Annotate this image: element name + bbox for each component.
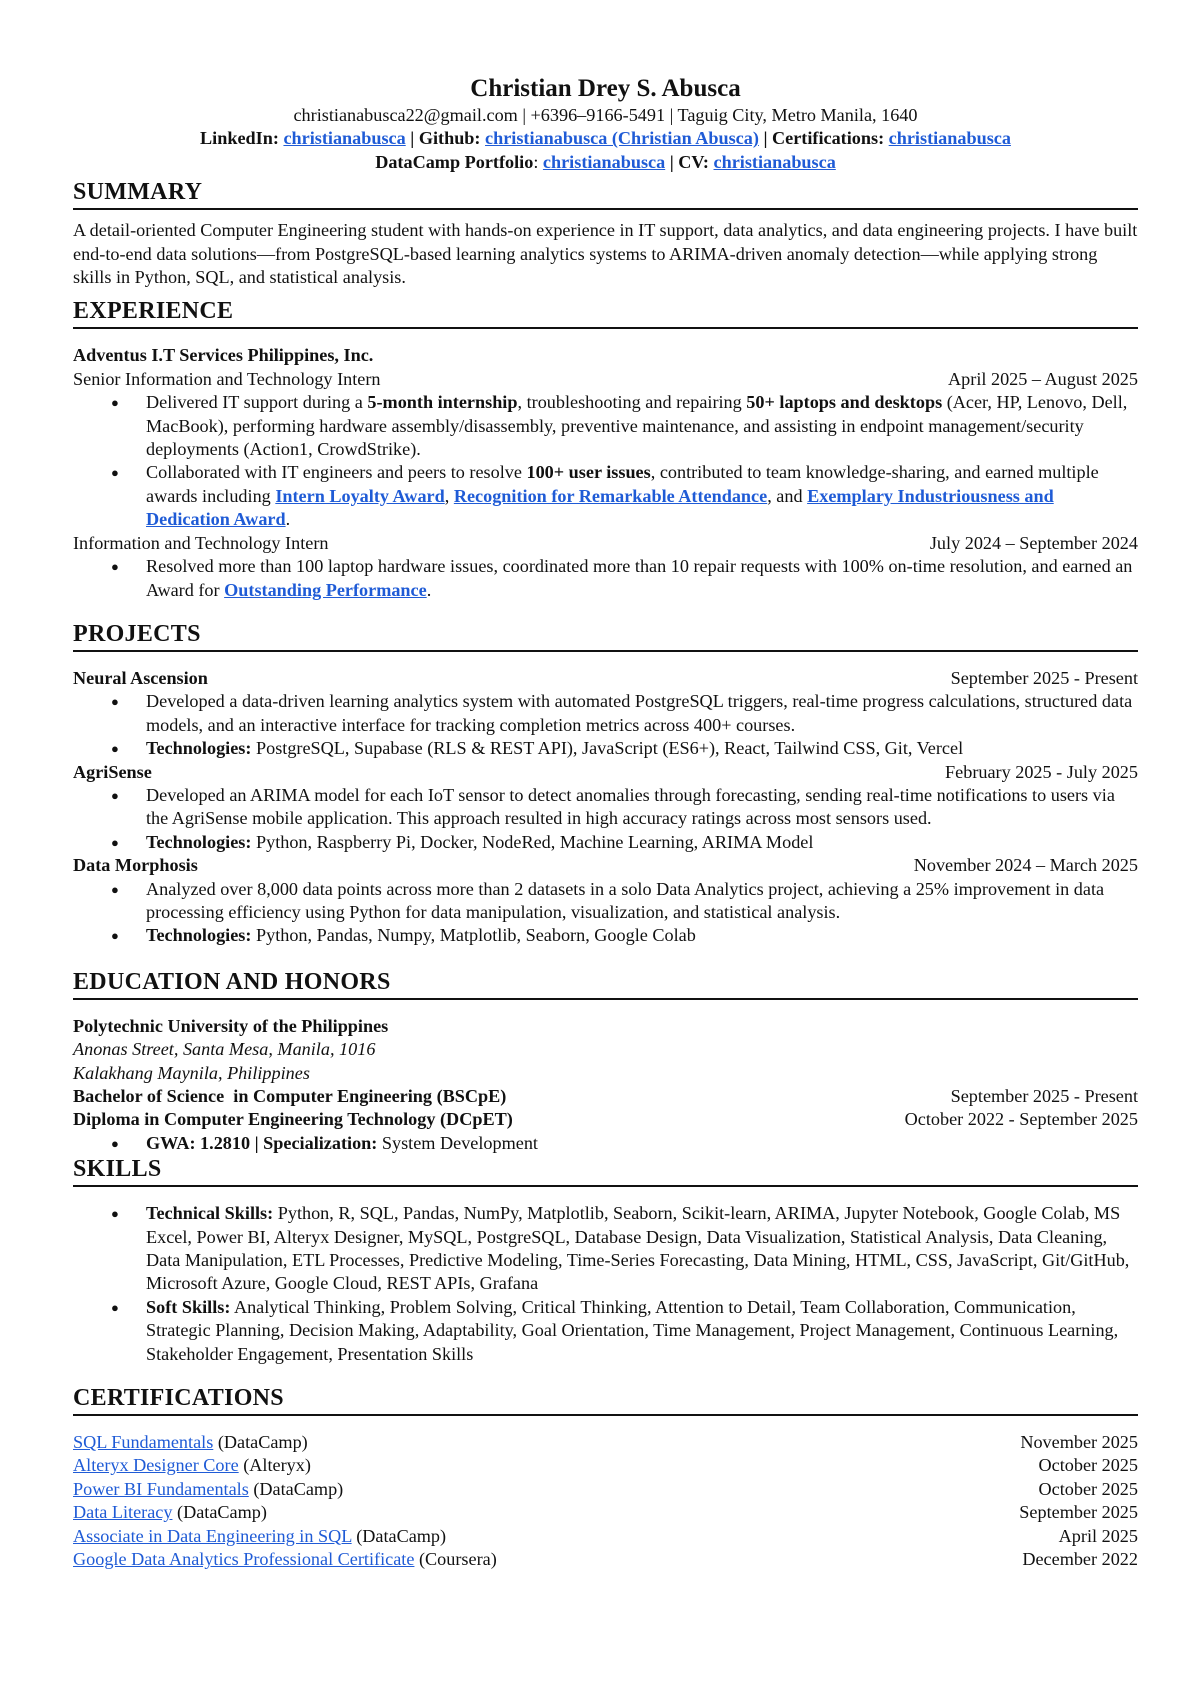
candidate-name: Christian Drey S. Abusca bbox=[470, 75, 741, 102]
cv-link[interactable]: christianabusca bbox=[713, 151, 836, 172]
bullet-item: ● Developed an ARIMA model for each IoT sensor to detect anomalies through forecasting, sending real-time notifications to users via the AgriSense mobile application. This approach resulted in high accuracy ratings across most sensors used. bbox=[73, 784, 1138, 831]
cv-label: | CV: bbox=[669, 151, 709, 172]
bullet-item: ● Resolved more than 100 laptop hardware issues, coordinated more than 10 repair requests with 100% on-time resolution, and earned an Award for Outstanding Performance. bbox=[73, 555, 1138, 602]
project-dates: September 2025 - Present bbox=[950, 667, 1138, 688]
certification-row: Associate in Data Engineering in SQL (DataCamp) April 2025 bbox=[73, 1525, 1138, 1548]
award-link-loyalty[interactable]: Intern Loyalty Award bbox=[275, 485, 445, 506]
github-label: | Github: bbox=[410, 128, 481, 149]
role-bullets bbox=[73, 555, 1138, 602]
bullet-item: ● Developed a data-driven learning analytics system with automated PostgreSQL triggers, real-time progress calculations, structured data models, and an interactive interface for tracking completion metrics across 400+ courses. bbox=[73, 690, 1138, 737]
role-dates: July 2024 – September 2024 bbox=[929, 532, 1138, 553]
profile-links bbox=[73, 127, 1138, 150]
role-dates: April 2025 – August 2025 bbox=[948, 368, 1138, 389]
skills-bullets bbox=[73, 1202, 1138, 1366]
projects-heading: PROJECTS bbox=[73, 620, 1138, 652]
project-name: AgriSense bbox=[73, 761, 152, 782]
role-bullets bbox=[73, 391, 1138, 531]
summary-text: A detail-oriented Computer Engineering student with hands-on experience in IT support, data analytics, and data engineering projects. I have built end-to-end data solutions—from PostgreSQL-based learning analytics systems to ARIMA-driven anomaly detection—while applying strong skills in Python, SQL, and statistical analysis. bbox=[73, 220, 1138, 288]
certifications-link[interactable]: christianabusca bbox=[888, 128, 1011, 149]
certification-date: December 2022 bbox=[1022, 1549, 1138, 1570]
certification-date: April 2025 bbox=[1058, 1525, 1138, 1546]
role-title: Senior Information and Technology Intern bbox=[73, 368, 381, 389]
contact-line: christianabusca22@gmail.com | +6396–9166-5491 | Taguig City, Metro Manila, 1640 bbox=[293, 105, 918, 125]
project-row bbox=[73, 761, 1138, 784]
school-address: Anonas Street, Santa Mesa, Manila, 1016 bbox=[73, 1039, 376, 1060]
certification-date: September 2025 bbox=[1019, 1502, 1138, 1523]
school-address: Kalakhang Maynila, Philippines bbox=[73, 1062, 310, 1083]
bullet-item: ● Soft Skills: Analytical Thinking, Problem Solving, Critical Thinking, Attention to Detail, Team Collaboration, Communication, Strategic Planning, Decision Making, Adaptability, Goal Orientation, Time Management, Project Management, Continuous Learning, Stakeholder Engagement, Presentation Skills bbox=[73, 1296, 1138, 1366]
degree-dates: October 2022 - September 2025 bbox=[904, 1109, 1138, 1130]
certification-link[interactable]: Data Literacy bbox=[73, 1502, 173, 1523]
certification-link[interactable]: Power BI Fundamentals bbox=[73, 1478, 249, 1499]
school-name: Polytechnic University of the Philippines bbox=[73, 1015, 389, 1036]
project-bullets bbox=[73, 878, 1138, 948]
github-link[interactable]: christianabusca (Christian Abusca) bbox=[485, 128, 759, 149]
linkedin-link[interactable]: christianabusca bbox=[283, 128, 406, 149]
bullet-item: ● Technologies: Python, Raspberry Pi, Docker, NodeRed, Machine Learning, ARIMA Model bbox=[73, 831, 1138, 854]
education-heading: EDUCATION AND HONORS bbox=[73, 968, 1138, 1000]
degree-dates: September 2025 - Present bbox=[950, 1086, 1138, 1106]
project-name: Data Morphosis bbox=[73, 855, 198, 876]
certification-row: Google Data Analytics Professional Certificate (Coursera) December 2022 bbox=[73, 1548, 1138, 1571]
bullet-item: ● GWA: 1.2810 | Specialization: System Development bbox=[73, 1132, 1138, 1155]
linkedin-label: LinkedIn: bbox=[200, 128, 279, 149]
award-link-outstanding[interactable]: Outstanding Performance bbox=[224, 579, 427, 600]
summary-heading: SUMMARY bbox=[73, 178, 1138, 210]
award-link-exemplary[interactable]: Exemplary Industriousness and Dedication Award bbox=[146, 485, 1054, 530]
experience-heading: EXPERIENCE bbox=[73, 297, 1138, 329]
certification-link[interactable]: SQL Fundamentals bbox=[73, 1432, 214, 1453]
skills-heading: SKILLS bbox=[73, 1155, 1138, 1187]
bullet-item: ● Technical Skills: Python, R, SQL, Pandas, NumPy, Matplotlib, Seaborn, Scikit-learn, ARIMA, Jupyter Notebook, Google Colab, MS Excel, Power BI, Alteryx Designer, MySQL, PostgreSQL, Database Design, Data Visualization, Statistical Analysis, Data Cleaning, Data Manipulation, ETL Processes, Predictive Modeling, Time-Series Forecasting, Data Mining, HTML, CSS, JavaScript, Git/GitHub, Microsoft Azure, Google Cloud, REST APIs, Grafana bbox=[73, 1202, 1138, 1296]
education-bullets bbox=[73, 1132, 1138, 1155]
portfolio-links bbox=[73, 151, 1138, 174]
role-row bbox=[73, 532, 1138, 555]
certification-date: November 2025 bbox=[1020, 1432, 1138, 1453]
project-dates: November 2024 – March 2025 bbox=[913, 855, 1138, 876]
project-bullets bbox=[73, 690, 1138, 760]
datacamp-label: DataCamp Portfolio bbox=[375, 151, 534, 172]
certification-row: Alteryx Designer Core (Alteryx) October 2025 bbox=[73, 1454, 1138, 1477]
project-row bbox=[73, 854, 1138, 877]
certification-link[interactable]: Associate in Data Engineering in SQL bbox=[73, 1525, 352, 1546]
company-name: Adventus I.T Services Philippines, Inc. bbox=[73, 345, 374, 366]
certifications-label: | Certifications: bbox=[763, 128, 885, 149]
certification-row: SQL Fundamentals (DataCamp) November 2025 bbox=[73, 1431, 1138, 1454]
project-bullets bbox=[73, 784, 1138, 854]
certification-date: October 2025 bbox=[1038, 1455, 1138, 1476]
degree-name: Diploma in Computer Engineering Technology (DCpET) bbox=[73, 1109, 513, 1130]
role-title: Information and Technology Intern bbox=[73, 532, 329, 553]
bullet-item: ● Delivered IT support during a 5-month internship, troubleshooting and repairing 50+ laptops and desktops (Acer, HP, Lenovo, Dell, MacBook), performing hardware assembly/disassembly, preventive maintenance, and assisting in endpoint management/security deployments (Action1, CrowdStrike). bbox=[73, 391, 1138, 461]
project-row bbox=[73, 667, 1138, 690]
certification-link[interactable]: Google Data Analytics Professional Certificate bbox=[73, 1549, 415, 1570]
project-dates: February 2025 - July 2025 bbox=[945, 761, 1138, 782]
role-row bbox=[73, 368, 1138, 391]
degree-row bbox=[73, 1108, 1138, 1131]
project-name: Neural Ascension bbox=[73, 667, 208, 688]
bullet-item: ● Technologies: PostgreSQL, Supabase (RLS & REST API), JavaScript (ES6+), React, Tailwind CSS, Git, Vercel bbox=[73, 737, 1138, 760]
certification-date: October 2025 bbox=[1038, 1478, 1138, 1499]
certifications-list bbox=[73, 1431, 1138, 1571]
datacamp-colon: : bbox=[533, 151, 539, 172]
bullet-item: ● Analyzed over 8,000 data points across more than 2 datasets in a solo Data Analytics project, achieving a 25% improvement in data processing efficiency using Python for data manipulation, visualization, and statistical analysis. bbox=[73, 878, 1138, 925]
certification-link[interactable]: Alteryx Designer Core bbox=[73, 1455, 239, 1476]
bullet-item: ● Collaborated with IT engineers and peers to resolve 100+ user issues, contributed to team knowledge-sharing, and earned multiple awards including Intern Loyalty Award, Recognition for Remarkable Attendance, and Exemplary Industriousness and Dedication Award. bbox=[73, 461, 1138, 531]
resume-header bbox=[73, 74, 1138, 174]
datacamp-link[interactable]: christianabusca bbox=[542, 151, 666, 172]
award-link-attendance[interactable]: Recognition for Remarkable Attendance bbox=[453, 485, 768, 506]
certification-row: Power BI Fundamentals (DataCamp) October 2025 bbox=[73, 1478, 1138, 1501]
bullet-item: ● Technologies: Python, Pandas, Numpy, Matplotlib, Seaborn, Google Colab bbox=[73, 924, 1138, 947]
certifications-heading: CERTIFICATIONS bbox=[73, 1384, 1138, 1416]
certification-row: Data Literacy (DataCamp) September 2025 bbox=[73, 1501, 1138, 1524]
degree-row bbox=[73, 1085, 1138, 1108]
degree-name: Bachelor of Science in Computer Engineering (BSCpE) bbox=[73, 1086, 507, 1106]
